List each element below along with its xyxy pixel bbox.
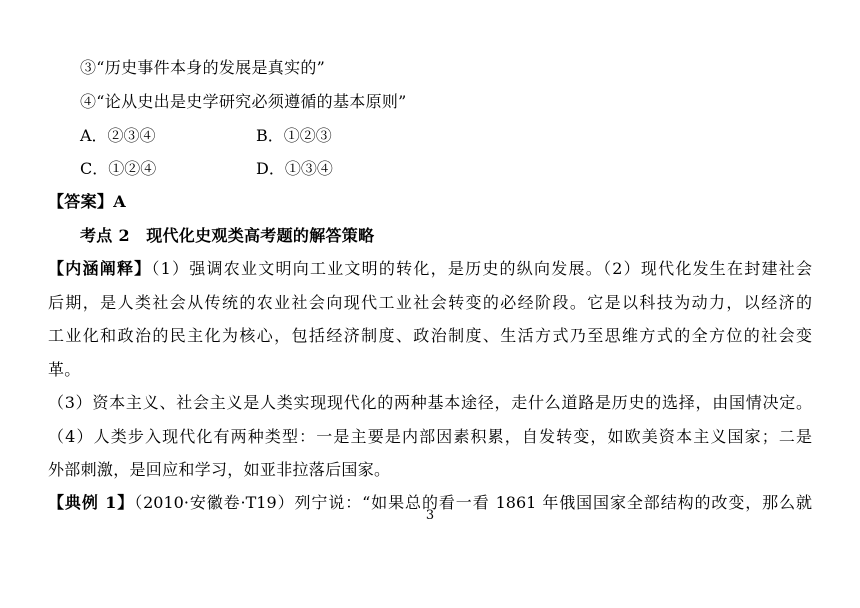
- example-label: 【典例 1】: [48, 493, 135, 512]
- example-text: （2010·安徽卷·T19）列宁说：“如果总的看一看 1861 年俄国国家全部结构的改变，那么就: [134, 493, 812, 512]
- meaning-line-1: [48, 259, 812, 279]
- option-b: B．①②③: [256, 126, 332, 145]
- answer-text: 【答案】A: [48, 192, 126, 211]
- point-3: （3）资本主义、社会主义是人类实现现代化的两种基本途径，走什么道路是历史的选择，由国情决定。: [48, 393, 812, 412]
- meaning-line-4: 革。: [48, 360, 81, 379]
- point-4-line-2: 外部刺激，是回应和学习，如亚非拉落后国家。: [48, 460, 391, 479]
- meaning-text-1: （1）强调农业文明向工业文明的转化，是历史的纵向发展。（2）现代化发生在封建社会: [151, 259, 812, 278]
- option-a: A．②③④: [80, 126, 156, 145]
- answer: [48, 192, 126, 212]
- page-number: 3: [425, 508, 435, 523]
- meaning-line-2: 后期，是人类社会从传统的农业社会向现代工业社会转变的必经阶段。它是以科技为动力，以经济的: [48, 293, 812, 312]
- section-heading: 考点 2 现代化史观类高考题的解答策略: [80, 226, 375, 245]
- statement-4: ④“论从史出是史学研究必须遵循的基本原则”: [80, 92, 407, 111]
- point-4-line-1: （4）人类步入现代化有两种类型：一是主要是内部因素积累，自发转变，如欧美资本主义国家；二是: [48, 427, 812, 446]
- meaning-label: 【内涵阐释】: [48, 259, 152, 278]
- statement-3: ③“历史事件本身的发展是真实的”: [80, 58, 326, 77]
- option-d: D．①③④: [256, 159, 333, 178]
- meaning-line-3: 工业化和政治的民主化为核心，包括经济制度、政治制度、生活方式乃至思维方式的全方位的社会变: [48, 326, 812, 345]
- option-c: C．①②④: [80, 159, 157, 178]
